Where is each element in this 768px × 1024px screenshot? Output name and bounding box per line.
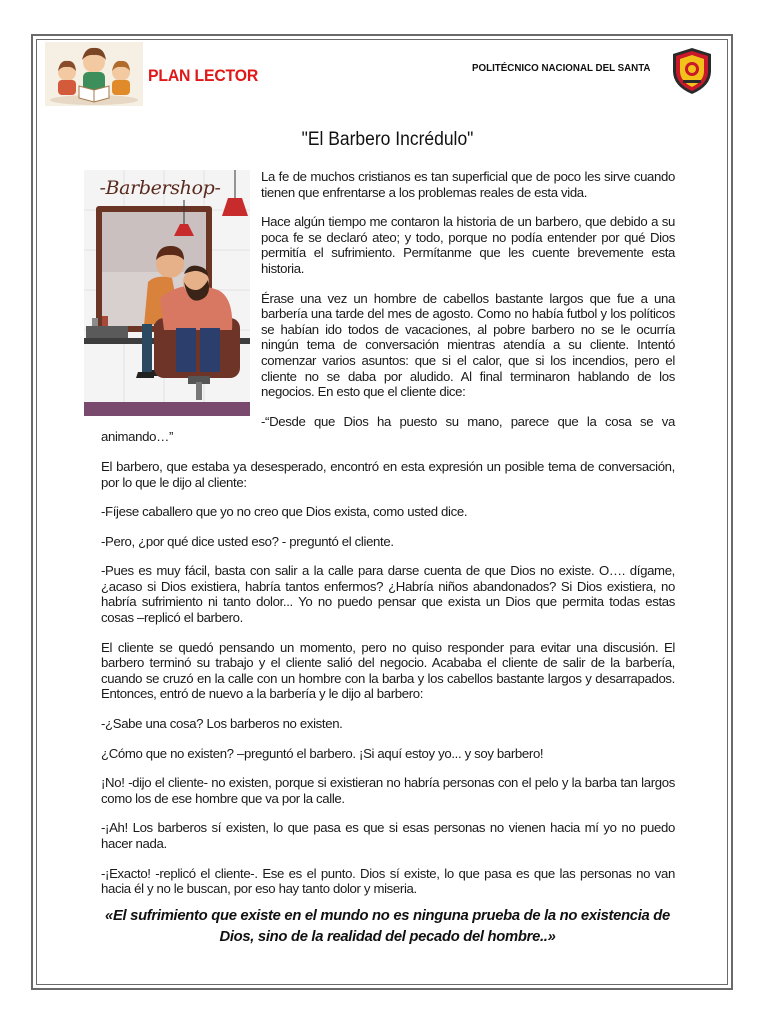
paragraph: -¡Exacto! -replicó el cliente-. Ese es el punto. Dios sí existe, lo que pasa es que las personas no van hacia él y no le buscan, por eso hay tanto dolor y miseria. xyxy=(101,865,675,897)
school-name: POLITÉCNICO NACIONAL DEL SANTA xyxy=(472,62,651,74)
closing-quote: «El sufrimiento que existe en el mundo no es ninguna prueba de la no existencia de Dios, sino de la realidad del pecado del hombre..» xyxy=(105,908,670,945)
paragraph: -¡Ah! Los barberos sí existen, lo que pasa es que si esas personas no vienen hacia mí yo no puedo hacer nada. xyxy=(101,820,675,851)
reading-children-logo xyxy=(45,42,143,106)
paragraph: ¿Cómo que no existen? –preguntó el barbero. ¡Si aquí estoy yo... y soy barbero! xyxy=(101,745,544,761)
story-title: "El Barbero Incrédulo" xyxy=(301,129,474,150)
paragraph: Érase una vez un hombre de cabellos bastante largos que fue a una barbería una tarde del mes de agosto. Como no había futbol y los políticos se habían ido todos de vacaciones, al pobre barbero no se le ocurría ningún tema de conversación mientras atendía a su cliente. Intentó comenzar varios asuntos: que si el calor, que si los incendios, pero el cliente no se daba por aludido. Al final terminaron hablando de los negocios. En esto que el cliente dice: xyxy=(261,290,675,400)
barbershop-illustration xyxy=(84,170,250,416)
paragraph: La fe de muchos cristianos es tan superficial que de poco les sirve cuando tienen que enfrentarse a los problemas reales de esta vida. xyxy=(261,169,675,200)
barbershop-sign: -Barbershop- xyxy=(99,177,221,199)
paragraph: -“Desde que Dios ha puesto su mano, parece que la cosa se va animando…” xyxy=(101,413,675,445)
school-crest-icon xyxy=(671,47,713,95)
paragraph: Hace algún tiempo me contaron la historia de un barbero, que debido a su poca fe se declaró ateo; y todo, porque no podía entender por qué Dios permitía el sufrimiento. Permítanme que les cuente brevemente esta historia. xyxy=(261,214,675,276)
paragraph: -Fíjese caballero que yo no creo que Dios exista, como usted dice. xyxy=(101,504,468,520)
paragraph: -¿Sabe una cosa? Los barberos no existen. xyxy=(101,716,343,732)
plan-lector-title: PLAN LECTOR xyxy=(148,66,259,85)
story-body xyxy=(101,169,675,911)
paragraph: -Pues es muy fácil, basta con salir a la calle para darse cuenta de que Dios no existe. O…. dígame, ¿acaso si Dios existiera, habría tantos enfermos? ¿Habría niños abandonados? Si Dios existiera, no habría sufrimiento ni tanto dolor... Yo no puedo pensar que exista un Dios que permita todas estas cosas –replicó el barbero. xyxy=(101,563,675,626)
paragraph: -Pero, ¿por qué dice usted eso? - preguntó el cliente. xyxy=(101,533,394,549)
paragraph: El cliente se quedó pensando un momento, pero no quiso responder para evitar una discusión. El barbero terminó su trabajo y el cliente salió del negocio. Acababa el cliente de salir de la barbería, cuando se cruzó en la calle con un hombre con la barba y los cabellos bastante largos y desarrapados. Entonces, entró de nuevo a la barbería y le dijo al barbero: xyxy=(101,639,675,702)
paragraph: ¡No! -dijo el cliente- no existen, porque si existieran no habría personas con el pelo y la barba tan largos como los de ese hombre que va por la calle. xyxy=(101,775,675,806)
paragraph: El barbero, que estaba ya desesperado, encontró en esta expresión un posible tema de conversación, por lo que le dijo al cliente: xyxy=(101,458,675,490)
